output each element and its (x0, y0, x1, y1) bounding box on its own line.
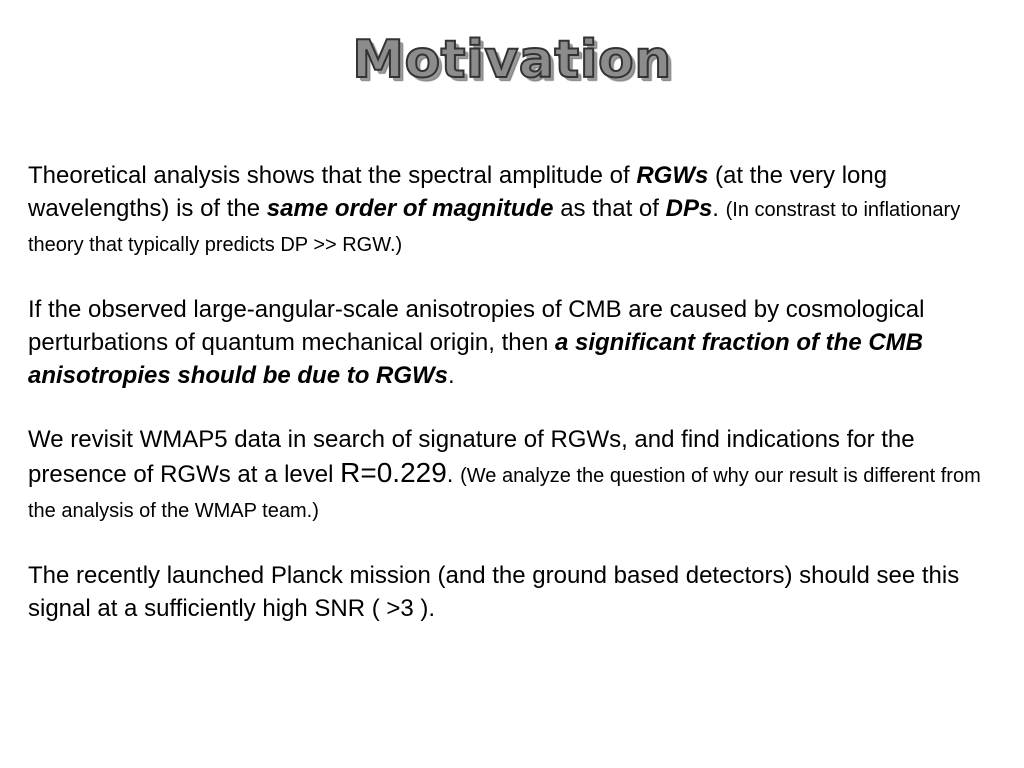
p1-text-1: Theoretical analysis shows that the spectral amplitude of (28, 162, 637, 189)
p3-text-2: . (446, 461, 461, 488)
paragraph-wmap (28, 423, 1003, 528)
p2-text-2: . (448, 362, 455, 389)
slide-title: Motivation (352, 30, 672, 90)
p1-rgws: RGWs (636, 162, 709, 189)
p1-text-3: as that of (553, 195, 666, 222)
p1-text-4: . (712, 195, 726, 222)
p1-same-order: same order of magnitude (266, 195, 554, 222)
paragraph-cmb (28, 293, 1003, 392)
p1-note: (In constrast to inflationary theory that typically predicts DP >> RGW.) (28, 199, 961, 256)
p3-r-value: R=0.229 (340, 457, 447, 488)
paragraph-theory (28, 159, 1003, 262)
p3-text-1: We revisit WMAP5 data in search of signature of RGWs, and find indications for the presence of RGWs at a level (28, 426, 915, 488)
p1-text-2: (at the very long wavelengths) is of the (28, 162, 888, 222)
p3-note: (We analyze the question of why our result is different from the analysis of the WMAP team.) (28, 465, 981, 522)
paragraph-planck (28, 559, 1003, 625)
p2-emphasis: a significant fraction of the CMB anisotropies should be due to RGWs (28, 329, 923, 389)
p1-dps: DPs (665, 195, 713, 222)
p4-text-1: The recently launched Planck mission (and the ground based detectors) should see this signal at a sufficiently high SNR ( >3 ). (28, 562, 960, 622)
p2-text-1: If the observed large-angular-scale anisotropies of CMB are caused by cosmological perturbations of quantum mechanical origin, then (28, 296, 925, 356)
slide-body (28, 159, 1003, 656)
